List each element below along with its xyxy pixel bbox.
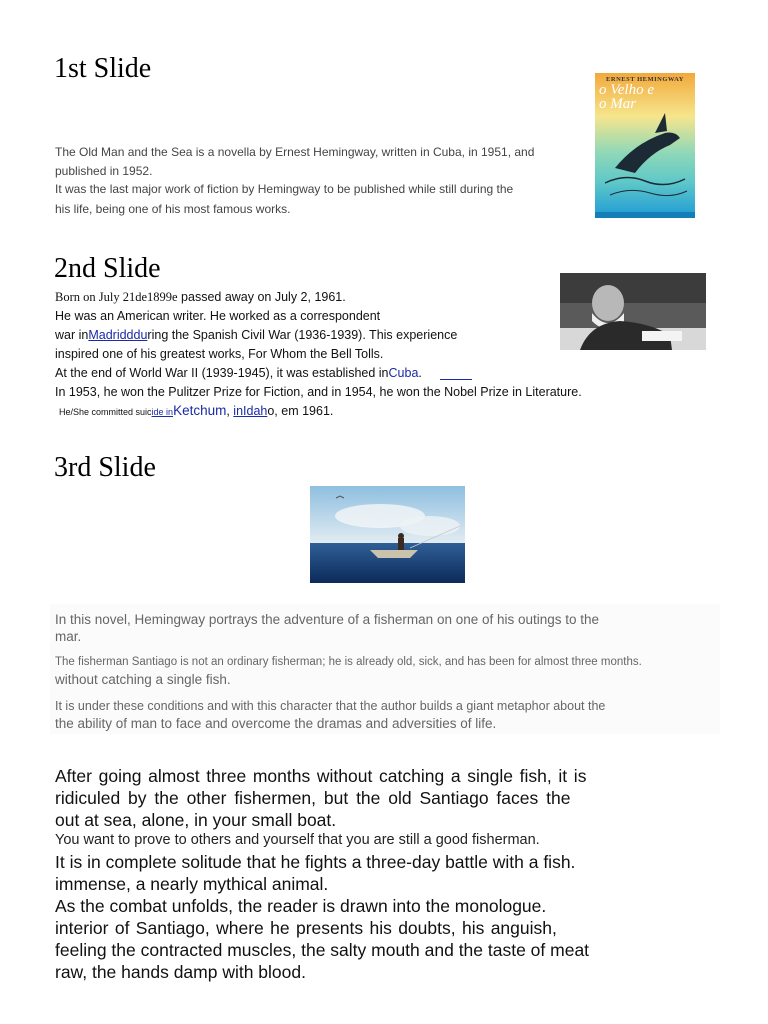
text-span: . (418, 366, 422, 380)
born-date-text: Born on July 21de1899e (55, 290, 178, 304)
slide1-heading: 1st Slide (54, 53, 152, 84)
summary-line: interior of Santiago, where he presents his doubts, his anguish, (55, 918, 557, 938)
slide2-heading: 2nd Slide (54, 253, 161, 284)
slide2-line (55, 327, 457, 343)
ketchum-link[interactable]: Ketchum (173, 403, 227, 418)
slide1-line: his life, being one of his most famous works. (55, 202, 291, 216)
summary-line: feeling the contracted muscles, the salty mouth and the taste of meat (55, 940, 590, 960)
death-text: passed away on July 2, 1961. (177, 290, 346, 304)
cover-title: o Velho e o Mar (599, 82, 654, 112)
cover-author: ERNEST HEMINGWAY (606, 76, 684, 83)
summary-line: raw, the hands damp with blood. (55, 962, 306, 982)
slide1-line: The Old Man and the Sea is a novella by Ernest Hemingway, written in Cuba, in 1951, and (55, 145, 535, 159)
slide3-para3-line: It is under these conditions and with this character that the author builds a giant metaphor about the (55, 699, 606, 713)
slide3-para1-line: In this novel, Hemingway portrays the adventure of a fisherman on one of his outings to the (55, 612, 600, 627)
book-cover-image (595, 73, 695, 218)
text-span: o, em 1961. (267, 404, 334, 418)
slide3-para2-line: without catching a single fish. (55, 672, 231, 687)
madrid-link[interactable]: Madridddu (88, 328, 148, 342)
text-span: He/She committed suic (59, 407, 152, 417)
slide3-para1-line: mar. (55, 629, 82, 644)
summary-line: It is in complete solitude that he fights a three-day battle with a fish. (55, 852, 576, 872)
slide1-line: It was the last major work of fiction by Hemingway to be published while still during the (55, 182, 514, 196)
text-span: ring the Spanish Civil War (1936-1939). This experience (147, 328, 458, 342)
suicide-link[interactable]: ide in (151, 407, 174, 417)
summary-line: After going almost three months without catching a single fish, it is (55, 766, 587, 786)
summary-line: out at sea, alone, in your small boat. (55, 810, 337, 830)
text-span: At the end of World War II (1939-1945), it was established in (55, 366, 389, 380)
hemingway-photo (560, 273, 706, 350)
slide2-line: He was an American writer. He worked as a correspondent (55, 309, 381, 323)
slide2-line: inspired one of his greatest works, For Whom the Bell Tolls. (55, 347, 384, 361)
cuba-link[interactable]: Cuba (388, 366, 419, 380)
slide3-para2-line: The fisherman Santiago is not an ordinary fisherman; he is already old, sick, and has been for almost three months. (55, 656, 642, 668)
summary-line: You want to prove to others and yourself that you are still a good fisherman. (55, 832, 540, 848)
slide2-line (59, 402, 333, 420)
slide3-para3-line: the ability of man to face and overcome the dramas and adversities of life. (55, 716, 497, 731)
slide2-line: In 1953, he won the Pulitzer Prize for Fiction, and in 1954, he won the Nobel Prize in Literature. (55, 385, 582, 399)
slide1-line: published in 1952. (55, 164, 153, 178)
old-man-boat-image (310, 486, 465, 583)
slide2-born-line (55, 289, 346, 305)
summary-line: As the combat unfolds, the reader is drawn into the monologue. (55, 896, 547, 916)
link-underline (440, 379, 472, 380)
summary-line: ridiculed by the other fishermen, but the old Santiago faces the (55, 788, 571, 808)
slide2-line (55, 365, 422, 381)
idaho-link[interactable]: inIdah (233, 404, 268, 418)
text-span: war in (55, 328, 89, 342)
summary-line: immense, a nearly mythical animal. (55, 874, 329, 894)
text-span: , (226, 404, 234, 418)
slide3-heading: 3rd Slide (54, 452, 156, 483)
